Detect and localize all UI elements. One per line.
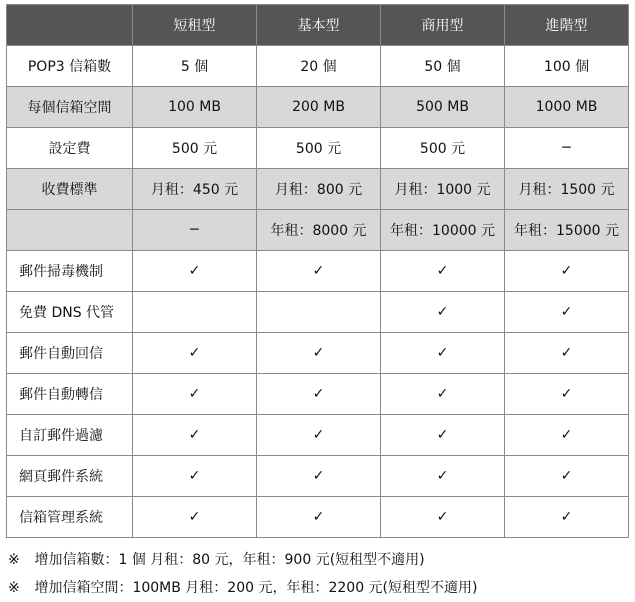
- header-corner: [7, 5, 133, 46]
- table-cell: 1000 MB: [505, 87, 629, 128]
- row-label: 郵件自動回信: [7, 333, 133, 374]
- table-row: [7, 87, 629, 128]
- table-cell: 月租：450 元: [133, 169, 257, 210]
- table-cell: 5 個: [133, 46, 257, 87]
- check-icon: ✓: [381, 251, 505, 292]
- table-cell: 500 元: [257, 128, 381, 169]
- check-icon: ✓: [257, 497, 381, 538]
- row-label: 郵件自動轉信: [7, 374, 133, 415]
- table-cell: 50 個: [381, 46, 505, 87]
- row-label: POP3 信箱數: [7, 46, 133, 87]
- row-label: 自訂郵件過濾: [7, 415, 133, 456]
- footnote-text: 增加信箱空間：100MB 月租：200 元，年租：2200 元(短租型不適用): [34, 580, 478, 596]
- check-icon: ✓: [133, 456, 257, 497]
- row-label: 設定費: [7, 128, 133, 169]
- check-icon: ✓: [257, 374, 381, 415]
- row-label: 信箱管理系統: [7, 497, 133, 538]
- row-label: 每個信箱空間: [7, 87, 133, 128]
- table-row: [7, 374, 629, 415]
- check-icon: ✓: [133, 374, 257, 415]
- table-cell: 年租：8000 元: [257, 210, 381, 251]
- check-icon: ✓: [505, 333, 629, 374]
- check-icon: ✓: [505, 497, 629, 538]
- check-icon: ✓: [505, 374, 629, 415]
- row-label: [7, 210, 133, 251]
- table-cell: 月租：800 元: [257, 169, 381, 210]
- reference-mark-icon: ※: [8, 552, 20, 568]
- check-icon: ✓: [381, 292, 505, 333]
- check-icon: ✓: [133, 415, 257, 456]
- table-row: [7, 128, 629, 169]
- check-icon: ✓: [381, 333, 505, 374]
- table-row: [7, 292, 629, 333]
- plan-header: 商用型: [381, 5, 505, 46]
- table-row: [7, 333, 629, 374]
- footnote-text: 增加信箱數：1 個 月租：80 元，年租：900 元(短租型不適用): [34, 552, 425, 568]
- reference-mark-icon: ※: [8, 580, 20, 596]
- table-row: [7, 46, 629, 87]
- table-cell: 200 MB: [257, 87, 381, 128]
- plan-header: 進階型: [505, 5, 629, 46]
- plan-header: 短租型: [133, 5, 257, 46]
- check-icon: ✓: [505, 292, 629, 333]
- table-cell: 年租：15000 元: [505, 210, 629, 251]
- table-cell: 100 MB: [133, 87, 257, 128]
- check-icon: [257, 292, 381, 333]
- check-icon: [133, 292, 257, 333]
- table-cell: 100 個: [505, 46, 629, 87]
- check-icon: ✓: [257, 251, 381, 292]
- check-icon: ✓: [381, 497, 505, 538]
- footnotes: [8, 546, 477, 602]
- table-cell: 月租：1500 元: [505, 169, 629, 210]
- footnote: [8, 574, 477, 602]
- table-row: [7, 497, 629, 538]
- check-icon: ✓: [505, 415, 629, 456]
- table-cell: 月租：1000 元: [381, 169, 505, 210]
- table-row: [7, 210, 629, 251]
- row-label: 郵件掃毒機制: [7, 251, 133, 292]
- row-label: 免費 DNS 代管: [7, 292, 133, 333]
- table-cell: ─: [505, 128, 629, 169]
- table-cell: 500 MB: [381, 87, 505, 128]
- table-row: [7, 415, 629, 456]
- check-icon: ✓: [257, 456, 381, 497]
- footnote: [8, 546, 477, 574]
- table-cell: 500 元: [381, 128, 505, 169]
- table-cell: 年租：10000 元: [381, 210, 505, 251]
- table-row: [7, 456, 629, 497]
- plan-header: 基本型: [257, 5, 381, 46]
- check-icon: ✓: [505, 251, 629, 292]
- check-icon: ✓: [133, 333, 257, 374]
- row-label: 網頁郵件系統: [7, 456, 133, 497]
- row-label: 收費標準: [7, 169, 133, 210]
- table-row: [7, 251, 629, 292]
- table-row: [7, 169, 629, 210]
- header-row: [7, 5, 629, 46]
- check-icon: ✓: [381, 456, 505, 497]
- check-icon: ✓: [257, 333, 381, 374]
- table-cell: 20 個: [257, 46, 381, 87]
- check-icon: ✓: [257, 415, 381, 456]
- check-icon: ✓: [133, 251, 257, 292]
- check-icon: ✓: [505, 456, 629, 497]
- pricing-table: [6, 4, 629, 538]
- check-icon: ✓: [133, 497, 257, 538]
- check-icon: ✓: [381, 374, 505, 415]
- check-icon: ✓: [381, 415, 505, 456]
- table-cell: ─: [133, 210, 257, 251]
- table-cell: 500 元: [133, 128, 257, 169]
